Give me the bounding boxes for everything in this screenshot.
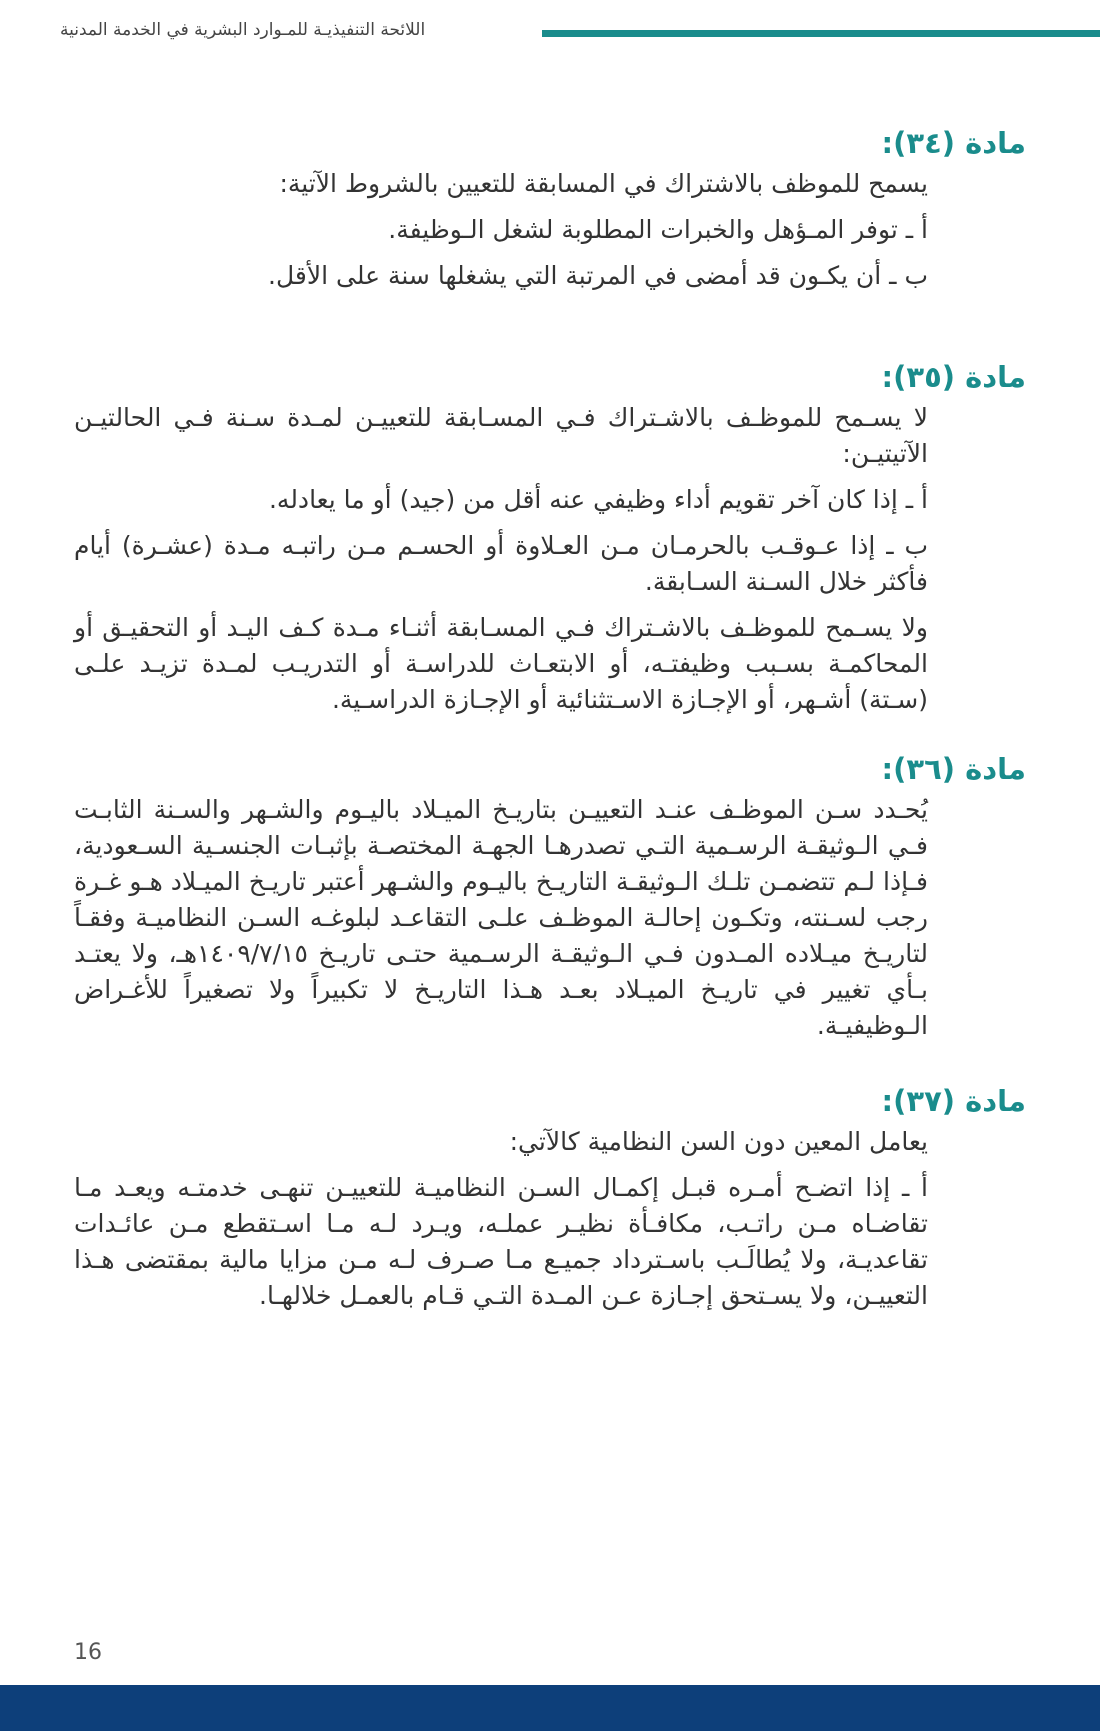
article-paragraph: أ ـ إذا اتضـح أمـره قبـل إكمـال السـن النظاميـة للتعييـن تنهـى خدمتـه ويعـد مـا تقاضـاه مـن راتـب، مكافـأة نظيـر عملـه، ويـرد لـه مـا اسـتقطع مـن عائـدات تقاعديـة، ولا يُطالَـب باسـترداد جميـع مـا صـرف لـه مـن مزايا مالية بمقتضى هـذا التعييـن، ولا يسـتحق إجـازة عـن المـدة التـي قـام بالعمـل خلالهـا.: [74, 1173, 928, 1310]
article-37: [74, 1078, 1026, 1314]
article-paragraph: ب ـ إذا عـوقـب بالحرمـان مـن العـلاوة أو الحسـم مـن راتبـه مـدة (عشـرة) أيام فأكثر خلال السـنة السـابقة.: [74, 531, 928, 596]
article-heading: مادة (٣٤):: [881, 126, 1026, 160]
article-heading: مادة (٣٥):: [881, 360, 1026, 394]
article-paragraph: ولا يسـمح للموظـف بالاشـتراك فـي المسـابقة أثنـاء مـدة كـف اليـد أو التحقيـق أو المحاكمـة بسـبب وظيفتـه، أو الابتعـاث للدراسـة أو التدريـب لمـدة تزيـد علـى (سـتة) أشـهر، أو الإجـازة الاسـتثنائية أو الإجـازة الدراسـية.: [74, 613, 928, 714]
spacer: [74, 728, 1026, 746]
article-paragraph: لا يسـمح للموظـف بالاشـتراك فـي المسـابقة للتعييـن لمـدة سـنة فـي الحالتيـن الآتيتيـن:: [74, 403, 928, 468]
article-heading: مادة (٣٧):: [881, 1084, 1026, 1118]
spacer: [74, 1054, 1026, 1078]
article-heading: مادة (٣٦):: [881, 752, 1026, 786]
article-34: [74, 120, 1026, 294]
article-35: [74, 354, 1026, 718]
document-body: [74, 120, 1026, 1324]
article-paragraph: يُحـدد سـن الموظـف عنـد التعييـن بتاريـخ الميـلاد باليـوم والشـهر والسـنة الثابـت فـي الـوثيقـة الرسـمية التـي تصدرهـا الجهـة المختصـة بإثبـات الجنسـية السـعودية، فـإذا لـم تتضمـن تلـك الـوثيقـة التاريـخ باليـوم والشـهر أعتبر تاريـخ الميـلاد هـو غـرة رجب لسـنته، وتكـون إحالـة الموظـف علـى التقاعـد لبلوغـه السـن النظاميـة وفقـاً لتاريـخ ميـلاده المـدون فـي الـوثيقـة الرسـمية حتـى تاريـخ ١٤٠٩/٧/١٥هـ، ولا يعتـد بـأي تغيير في تاريـخ الميـلاد بعـد هـذا التاريـخ لا تكبيراً ولا تصغيراً للأغـراض الـوظيفيـة.: [74, 795, 928, 1040]
article-paragraph: يعامل المعين دون السن النظامية كالآتي:: [509, 1127, 928, 1156]
page-number: 16: [74, 1640, 102, 1665]
page-header-title: اللائحة التنفيذيـة للمـوارد البشرية في الخدمة المدنية: [60, 20, 426, 40]
header-accent-line: [542, 30, 1100, 37]
article-paragraph: أ ـ إذا كان آخر تقويم أداء وظيفي عنه أقل من (جيد) أو ما يعادله.: [268, 485, 928, 514]
spacer: [74, 304, 1026, 354]
footer-band: [0, 1685, 1100, 1731]
article-paragraph: يسمح للموظف بالاشتراك في المسابقة للتعيين بالشروط الآتية:: [279, 169, 928, 198]
article-paragraph: ب ـ أن يكـون قد أمضى في المرتبة التي يشغلها سنة على الأقل.: [268, 261, 928, 290]
article-36: [74, 746, 1026, 1044]
article-paragraph: أ ـ توفر المـؤهل والخبرات المطلوبة لشغل الـوظيفة.: [388, 215, 928, 244]
